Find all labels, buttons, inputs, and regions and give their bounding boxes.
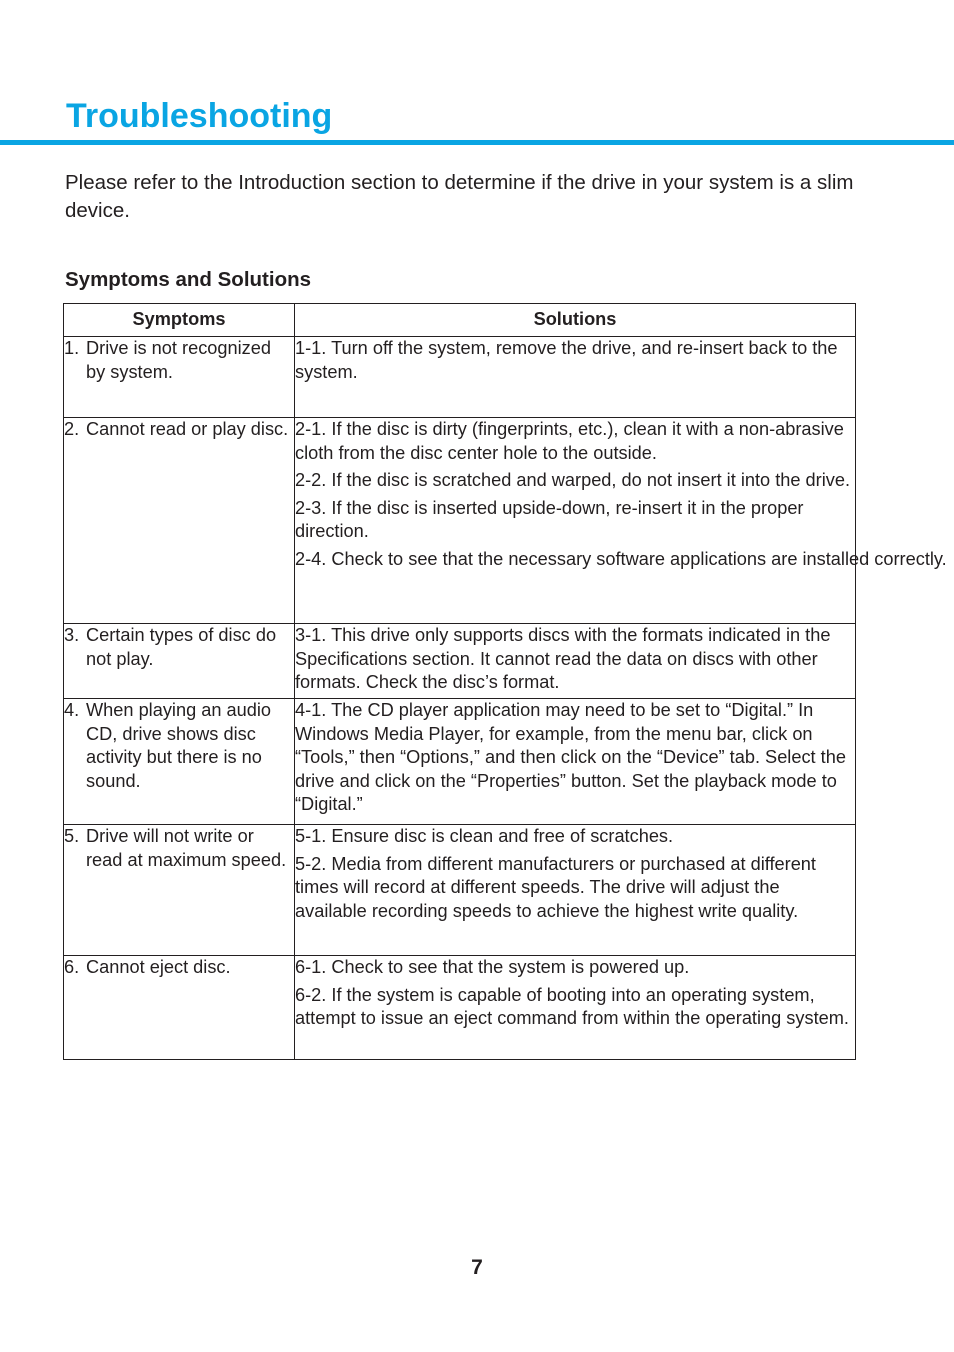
solution-item: 2-4. Check to see that the necessary software applications are installed correctly.	[295, 548, 947, 569]
page-number: 7	[471, 1256, 483, 1279]
solution-cell	[295, 418, 947, 624]
solution-item: 2-2. If the disc is scratched and warped, do not insert it into the drive.	[295, 470, 851, 491]
symptom-text: Cannot eject disc.	[86, 957, 231, 977]
symptom-cell	[64, 699, 295, 825]
solution-item: 3-1. This drive only supports discs with the formats indicated in the Specifications section. It cannot read the data on discs with other formats. Check the disc’s format.	[295, 625, 831, 693]
table-row	[64, 624, 856, 699]
symptom-text: Certain types of disc do not play.	[86, 625, 277, 669]
symptom-number: 6.	[64, 957, 80, 977]
table-header-row	[64, 304, 856, 337]
solution-cell	[295, 337, 856, 418]
table-row	[64, 337, 856, 418]
symptom-number: 2.	[64, 419, 80, 439]
solution-item: 5-2. Media from different manufacturers or purchased at different times will record at different speeds. The drive will adjust the available recording speeds to achieve the highest write quality.	[295, 853, 816, 921]
symptom-cell	[64, 418, 295, 624]
table-row	[64, 418, 856, 624]
solution-item: 6-1. Check to see that the system is powered up.	[295, 957, 690, 977]
symptom-number: 4.	[64, 700, 80, 720]
symptom-text: When playing an audio CD, drive shows disc activity but there is no sound.	[86, 700, 272, 791]
section-title: Symptoms and Solutions	[65, 268, 312, 291]
column-header-solutions: Solutions	[295, 304, 856, 337]
symptom-number: 1.	[64, 338, 80, 358]
intro-paragraph: Please refer to the Introduction section to determine if the drive in your system is a slim device.	[65, 171, 854, 222]
symptom-cell	[64, 825, 295, 956]
symptom-number: 3.	[64, 625, 80, 645]
symptom-text: Drive is not recognized by system.	[86, 338, 271, 382]
solution-cell	[295, 699, 856, 825]
title-underline	[0, 140, 954, 145]
solution-item: 4-1. The CD player application may need to be set to “Digital.” In Windows Media Player, for example, from the menu bar, click on “Tools,” then “Options,” and then click on the “Device” tab. Select the drive and click on the “Properties” button. Set the playback mode to “Digital.”	[295, 700, 846, 815]
solution-item: 1-1. Turn off the system, remove the drive, and re-insert back to the system.	[295, 338, 838, 382]
symptom-cell	[64, 956, 295, 1060]
symptom-cell	[64, 624, 295, 699]
solution-item: 6-2. If the system is capable of booting into an operating system, attempt to issue an eject command from within the operating system.	[295, 984, 849, 1029]
symptom-number: 5.	[64, 826, 80, 846]
symptoms-solutions-table	[63, 303, 947, 1060]
solution-item: 2-3. If the disc is inserted upside-down, re-insert it in the proper direction.	[295, 497, 804, 542]
table-row	[64, 956, 856, 1060]
table-row	[64, 699, 856, 825]
table-row	[64, 825, 856, 956]
symptom-text: Cannot read or play disc.	[86, 419, 289, 439]
symptom-text: Drive will not write or read at maximum speed.	[86, 826, 287, 870]
symptom-cell	[64, 337, 295, 418]
column-header-symptoms: Symptoms	[64, 304, 295, 337]
solution-cell	[295, 825, 856, 956]
solution-cell	[295, 624, 856, 699]
solution-cell	[295, 956, 856, 1060]
solution-item: 5-1. Ensure disc is clean and free of scratches.	[295, 826, 674, 846]
solution-item: 2-1. If the disc is dirty (fingerprints, etc.), clean it with a non-abrasive cloth from the disc center hole to the outside.	[295, 419, 844, 463]
page-title: Troubleshooting	[66, 97, 333, 135]
